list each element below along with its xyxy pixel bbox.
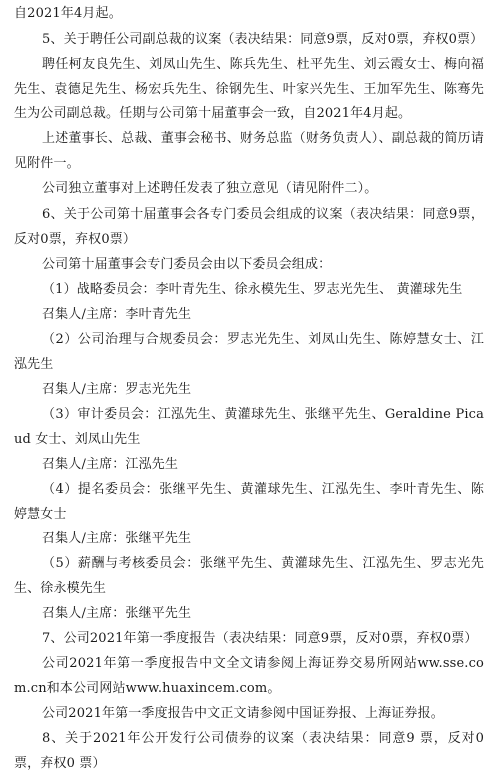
governance-committee-members: （2）公司治理与合规委员会：罗志光先生、刘凤山先生、陈婷慧女士、江泓先生 xyxy=(14,332,484,372)
quarterly-report-summary-reference: 公司2021年第一季度报告中文正文请参阅中国证券报、上海证券报。 xyxy=(42,706,444,721)
governance-committee-chair: 召集人/主席：罗志光先生 xyxy=(42,382,192,397)
nomination-committee-chair: 召集人/主席：张继平先生 xyxy=(42,531,192,546)
strategy-committee-chair: 召集人/主席：李叶青先生 xyxy=(42,307,192,322)
strategy-committee-members: （1）战略委员会：李叶青先生、徐永模先生、罗志光先生、 黄灌球先生 xyxy=(42,282,463,297)
resume-reference-text: 上述董事长、总裁、董事会秘书、财务总监（财务负责人）、副总裁的简历请见附件一。 xyxy=(14,131,484,171)
agenda-item-5-title: 5、关于聘任公司副总裁的议案（表决结果：同意9票，反对0票，弃权0票） xyxy=(42,32,484,47)
independent-opinion-text: 公司独立董事对上述聘任发表了独立意见（请见附件二）。 xyxy=(42,181,378,196)
committee-intro-text: 公司第十届董事会专门委员会由以下委员会组成： xyxy=(42,257,332,272)
quarterly-report-fulltext-reference: 公司2021年第一季度报告中文全文请参阅上海证券交易所网站ww.sse.com.cn和本公司网站www.huaxincem.com。 xyxy=(14,656,484,696)
audit-committee-chair: 召集人/主席：江泓先生 xyxy=(42,457,179,472)
agenda-item-7-title: 7、公司2021年第一季度报告（表决结果：同意9票，反对0票，弃权0票） xyxy=(42,631,478,646)
agenda-item-8-title: 8、关于2021年公开发行公司债券的议案（表决结果：同意9 票，反对0 票，弃权0 票） xyxy=(14,731,484,771)
paragraph-continuation: 自2021年4月起。 xyxy=(14,6,122,21)
compensation-committee-chair: 召集人/主席：张继平先生 xyxy=(42,606,192,621)
compensation-committee-members: （5）薪酬与考核委员会：张继平先生、黄灌球先生、江泓先生、罗志光先生、徐永模先生 xyxy=(14,556,484,596)
nomination-committee-members: （4）提名委员会：张继平先生、黄灌球先生、江泓先生、李叶青先生、陈婷慧女士 xyxy=(14,482,484,522)
vice-president-appointment-text: 聘任柯友良先生、刘凤山先生、陈兵先生、杜平先生、刘云霞女士、梅向福先生、袁德足先生、杨宏兵先生、徐钢先生、叶家兴先生、王加军先生、陈骞先生为公司副总裁。任期与公司第十届董事会一致，自2021年4月起。 xyxy=(14,57,484,122)
audit-committee-members: （3）审计委员会：江泓先生、黄灌球先生、张继平先生、Geraldine Picaud 女士、刘凤山先生 xyxy=(14,407,484,447)
agenda-item-6-title: 6、关于公司第十届董事会各专门委员会组成的议案（表决结果：同意9票，反对0票，弃权0票） xyxy=(14,207,484,247)
